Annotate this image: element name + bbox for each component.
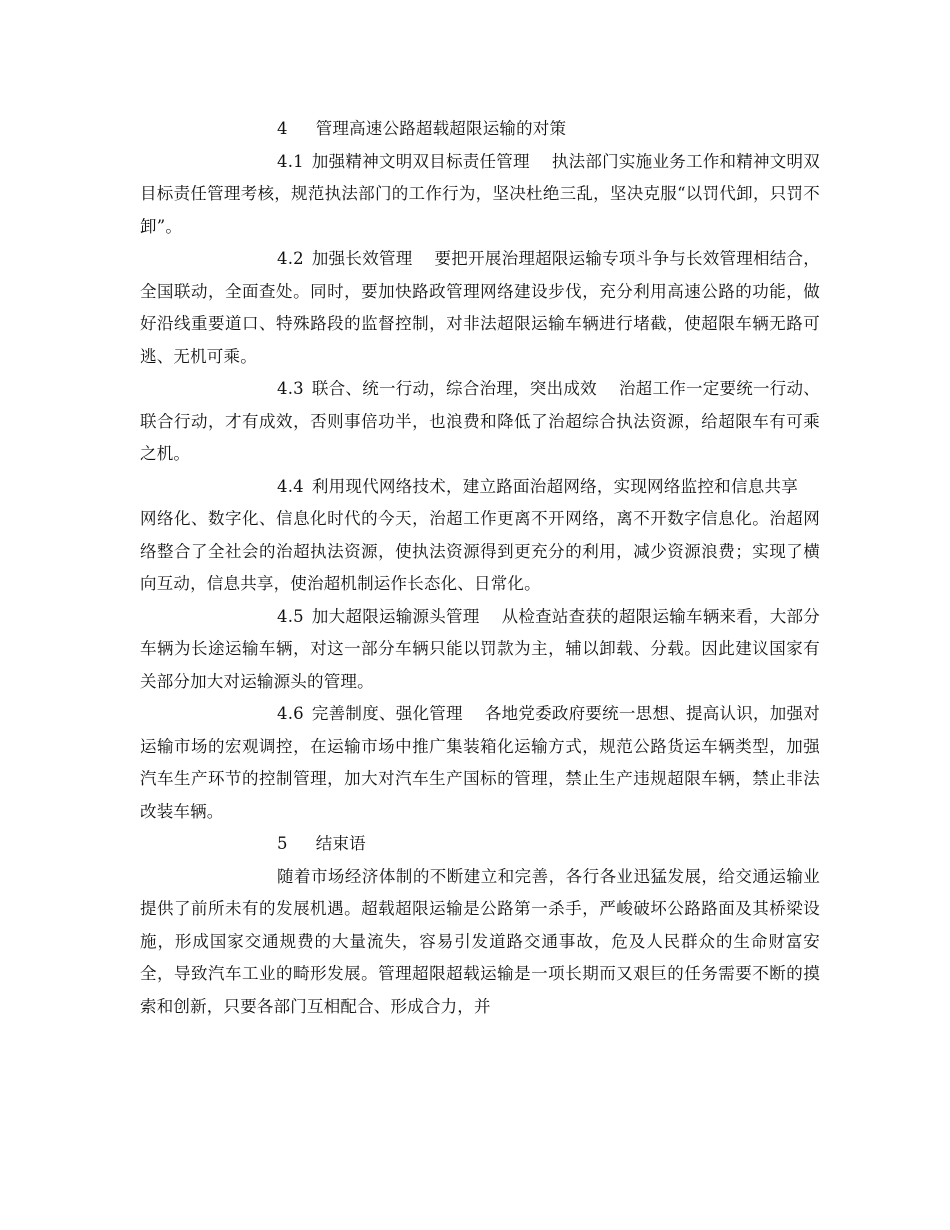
subsection-body: 执法部门实施业务工作和精神文明双目标责任管理考核，规范执法部门的工作行为，坚决杜绝三乱，坚决克服“以罚代卸，只罚不卸”。 bbox=[140, 151, 820, 236]
subsection-title: 联合、统一行动，综合治理，突出成效 bbox=[311, 379, 597, 398]
subsection-4-6 bbox=[140, 698, 820, 828]
subsection-number: 4.1 bbox=[277, 151, 304, 171]
section-heading-5 bbox=[140, 828, 820, 861]
subsection-title: 加强长效管理 bbox=[311, 249, 413, 268]
subsection-number: 4.5 bbox=[277, 606, 304, 626]
subsection-number: 4.3 bbox=[277, 379, 304, 398]
subsection-title: 加强精神文明双目标责任管理 bbox=[311, 151, 530, 171]
subsection-body: 治超工作一定要统一行动、联合行动，才有成效，否则事倍功半，也浪费和降低了治超综合执法资源，给超限车有可乘之机。 bbox=[140, 379, 820, 463]
subsection-4-2 bbox=[140, 243, 820, 373]
subsection-4-3 bbox=[140, 373, 820, 471]
subsection-body: 要把开展治理超限运输专项斗争与长效管理相结合，全国联动，全面查处。同时，要加快路政管理网络建设步伐，充分利用高速公路的功能，做好沿线重要道口、特殊路段的监督控制，对非法超限运输车辆进行堵截，使超限车辆无路可逃、无机可乘。 bbox=[140, 249, 820, 366]
document-body bbox=[140, 113, 820, 1023]
subsection-4-4 bbox=[140, 471, 820, 601]
section-title: 结束语 bbox=[315, 834, 366, 853]
subsection-number: 4.2 bbox=[277, 249, 304, 268]
conclusion-paragraph: 随着市场经济体制的不断建立和完善，各行各业迅猛发展，给交通运输业提供了前所未有的发展机遇。超载超限运输是公路第一杀手，严峻破坏公路路面及其桥梁设施，形成国家交通规费的大量流失，容易引发道路交通事故，危及人民群众的生命财富安全，导致汽车工业的畸形发展。管理超限超载运输是一项长期而又艰巨的任务需要不断的摸索和创新，只要各部门互相配合、形成合力，并 bbox=[140, 866, 820, 1016]
subsection-title: 利用现代网络技术，建立路面治超网络，实现网络监控和信息共享 bbox=[311, 476, 798, 496]
subsection-body: 各地党委政府要统一思想、提高认识，加强对运输市场的宏观调控，在运输市场中推广集装箱化运输方式，规范公路货运车辆类型，加强汽车生产环节的控制管理，加大对汽车生产国标的管理，禁止生产违规超限车辆，禁止非法改装车辆。 bbox=[140, 704, 820, 821]
section-title: 管理高速公路超载超限运输的对策 bbox=[315, 119, 567, 138]
subsection-title: 加大超限运输源头管理 bbox=[311, 606, 480, 626]
section-number: 5 bbox=[277, 834, 288, 853]
subsection-4-5 bbox=[140, 601, 820, 699]
section-number: 4 bbox=[277, 119, 288, 138]
subsection-body: 从检查站查获的超限运输车辆来看，大部分车辆为长途运输车辆，对这一部分车辆只能以罚款为主，辅以卸载、分载。因此建议国家有关部分加大对运输源头的管理。 bbox=[140, 606, 820, 691]
subsection-number: 4.4 bbox=[277, 476, 304, 496]
section-heading-4 bbox=[140, 113, 820, 146]
subsection-number: 4.6 bbox=[277, 704, 304, 723]
subsection-title: 完善制度、强化管理 bbox=[311, 704, 463, 723]
subsection-4-1 bbox=[140, 146, 820, 244]
subsection-body: 网络化、数字化、信息化时代的今天，治超工作更离不开网络，离不开数字信息化。治超网络整合了全社会的治超执法资源，使执法资源得到更充分的利用，减少资源浪费；实现了横向互动，信息共享，使治超机制运作长态化、日常化。 bbox=[140, 509, 820, 593]
